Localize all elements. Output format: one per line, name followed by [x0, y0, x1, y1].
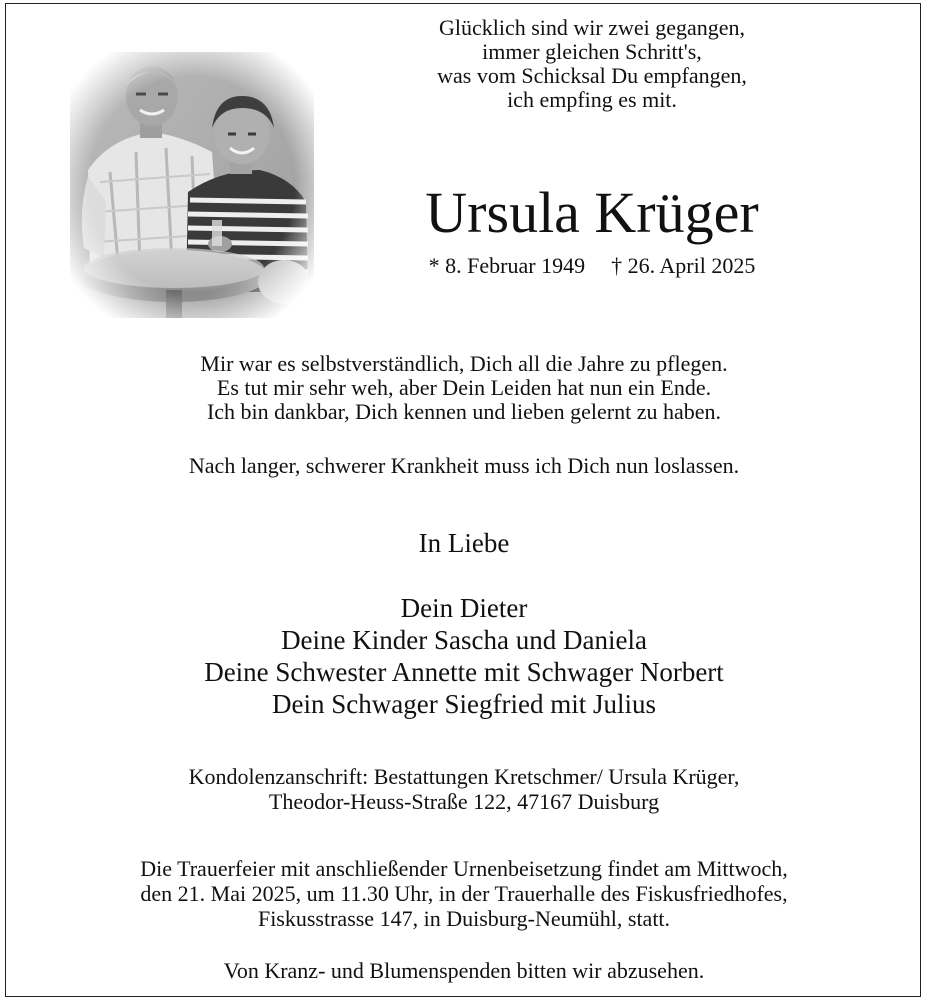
mourner-entry: Dein Schwager Siegfried mit Julius [272, 689, 656, 719]
life-dates [372, 253, 812, 279]
poem-line: Glücklich sind wir zwei gegangen, [438, 15, 746, 40]
deceased-name: Ursula Krüger [425, 180, 759, 245]
message-line: Mir war es selbstverständlich, Dich all die Jahre zu pflegen. [200, 351, 728, 376]
poem [392, 16, 792, 112]
poem-line: immer gleichen Schritt's, [482, 39, 702, 64]
condolence-line: Theodor-Heuss-Straße 122, 47167 Duisburg [268, 789, 660, 814]
mourner-entry: Deine Kinder Sascha und Daniela [281, 625, 647, 655]
birth-date: * 8. Februar 1949 [428, 253, 586, 278]
ceremony-line: Die Trauerfeier mit anschließender Urnenbeisetzung findet am Mittwoch, [140, 856, 788, 881]
mourner-entry: Dein Dieter [400, 593, 528, 623]
flowers-notice: Von Kranz- und Blumenspenden bitten wir abzusehen. [223, 958, 705, 983]
illness-line: Nach langer, schwerer Krankheit muss ich Dich nun loslassen. [188, 453, 740, 478]
in-love-heading: In Liebe [418, 528, 510, 558]
personal-message [40, 352, 888, 424]
ceremony-line: den 21. Mai 2025, um 11.30 Uhr, in der Trauerhalle des Fiskusfriedhofes, [140, 881, 788, 906]
poem-line: ich empfing es mit. [507, 87, 677, 112]
ceremony-notice [40, 856, 888, 931]
ceremony-line: Fiskusstrasse 147, in Duisburg-Neumühl, statt. [257, 906, 671, 931]
mourner-entry: Deine Schwester Annette mit Schwager Norbert [204, 657, 724, 687]
condolence-address [40, 764, 888, 814]
poem-line: was vom Schicksal Du empfangen, [437, 63, 747, 88]
condolence-line: Kondolenzanschrift: Bestattungen Kretschmer/ Ursula Krüger, [188, 764, 740, 789]
death-date: † 26. April 2025 [611, 253, 756, 278]
mourners-list [40, 592, 888, 720]
message-line: Ich bin dankbar, Dich kennen und lieben gelernt zu haben. [206, 399, 722, 424]
message-line: Es tut mir sehr weh, aber Dein Leiden hat nun ein Ende. [216, 375, 712, 400]
couple-portrait-photo [70, 52, 314, 318]
